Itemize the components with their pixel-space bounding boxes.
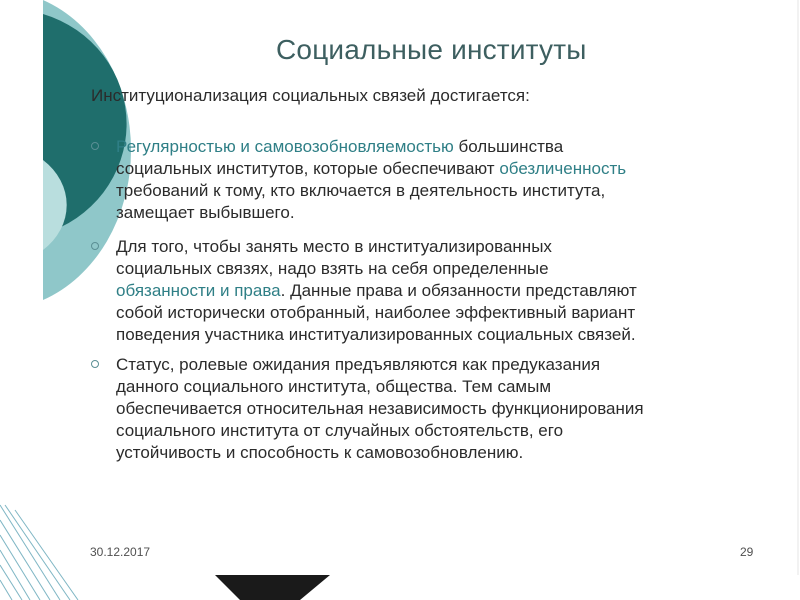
text-segment: собой исторически отобранный, наиболее эффективный вариант [116,303,636,322]
highlighted-term: обязанности и права [116,281,281,300]
text-segment: социальных институтов, которые обеспечивают [116,159,500,178]
bullet-marker-icon [91,242,99,250]
highlighted-term: обезличенность [499,159,627,178]
slide-title: Социальные институты [276,34,587,65]
bullet-line [116,258,786,280]
bullet-line [116,376,786,398]
text-segment: поведения участника институализированных социальных связей. [116,325,636,344]
bullet-text [116,236,786,346]
bullet-marker-icon [91,142,99,150]
text-segment: устойчивость и способность к самовозобновлению. [116,443,524,462]
bullet-line [116,420,786,442]
text-segment: требований к тому, кто включается в деятельность института, [116,181,606,200]
bullet-text [116,354,786,464]
bullet-line [116,324,786,346]
text-segment: большинства [453,137,564,156]
bullet-line [116,236,786,258]
text-segment: социальных связях, надо взять на себя определенные [116,259,549,278]
bullet-line [116,136,786,158]
bullet-line [116,180,786,202]
slide-intro: Институционализация социальных связей достигается: [91,86,530,105]
bullet-text [116,136,786,224]
highlighted-term: Регулярностью и самовозобновляемостью [116,137,454,156]
footer-date: 30.12.2017 [90,545,151,559]
bullet-line [116,302,786,324]
text-segment: . Данные права и обязанности представляют [280,281,637,300]
footer-page-number: 29 [740,545,754,559]
bullet-line [116,354,786,376]
corner-hatch-decoration [0,505,78,600]
bottom-wedge-decoration [215,575,330,600]
bullet-line [116,398,786,420]
text-segment: замещает выбывшего. [116,203,295,222]
text-segment: Для того, чтобы занять место в институализированных [116,237,552,256]
bullet-line [116,442,786,464]
bullet-line [116,280,786,302]
text-segment: социального института от случайных обстоятельств, его [116,421,564,440]
bullet-line [116,158,786,180]
bullet-line [116,202,786,224]
text-segment: обеспечивается относительная независимость функционирования [116,399,644,418]
text-segment: Статус, ролевые ожидания предъявляются как предуказания [116,355,601,374]
bullet-marker-icon [91,360,99,368]
text-segment: данного социального института, общества. Тем самым [116,377,552,396]
